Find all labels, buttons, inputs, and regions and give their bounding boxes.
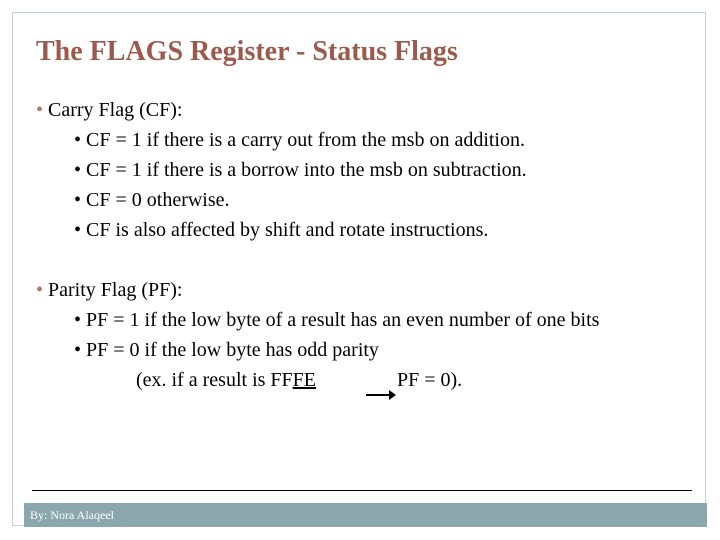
list-item bbox=[74, 308, 599, 332]
example-prefix: (ex. if a result is FF bbox=[136, 369, 293, 391]
example-result: PF = 0). bbox=[397, 369, 463, 391]
section-heading-parity-flag bbox=[36, 278, 182, 302]
bullet-icon: • bbox=[74, 219, 82, 241]
bullet-icon: • bbox=[36, 279, 44, 301]
bullet-icon: • bbox=[74, 189, 82, 211]
bullet-icon: • bbox=[74, 309, 82, 331]
bullet-icon: • bbox=[36, 99, 44, 121]
section-heading-carry-flag bbox=[36, 98, 182, 122]
example-underlined-value: FE bbox=[292, 369, 316, 391]
bullet-icon: • bbox=[74, 159, 82, 181]
bullet-icon: • bbox=[74, 129, 82, 151]
slide-title: The FLAGS Register - Status Flags bbox=[36, 36, 458, 67]
heading-text: Carry Flag (CF): bbox=[48, 99, 183, 121]
right-arrow-icon bbox=[366, 388, 396, 402]
footer-author: By: Nora Alaqeel bbox=[30, 508, 114, 522]
list-item-text: CF = 0 otherwise. bbox=[86, 189, 230, 211]
parity-example bbox=[136, 368, 316, 392]
list-item-text: CF = 1 if there is a borrow into the msb on subtraction. bbox=[86, 159, 527, 181]
footer-bar bbox=[24, 503, 707, 527]
footer-divider bbox=[32, 490, 692, 491]
heading-text: Parity Flag (PF): bbox=[48, 279, 183, 301]
list-item bbox=[74, 158, 527, 182]
list-item bbox=[74, 218, 488, 242]
list-item-text: CF is also affected by shift and rotate instructions. bbox=[86, 219, 489, 241]
list-item-text: CF = 1 if there is a carry out from the msb on addition. bbox=[86, 129, 525, 151]
list-item bbox=[74, 188, 230, 212]
bullet-icon: • bbox=[74, 339, 82, 361]
list-item bbox=[74, 338, 379, 362]
list-item-text: PF = 1 if the low byte of a result has an even number of one bits bbox=[86, 309, 600, 331]
list-item-text: PF = 0 if the low byte has odd parity bbox=[86, 339, 379, 361]
list-item bbox=[74, 128, 525, 152]
slide-frame bbox=[12, 12, 706, 526]
